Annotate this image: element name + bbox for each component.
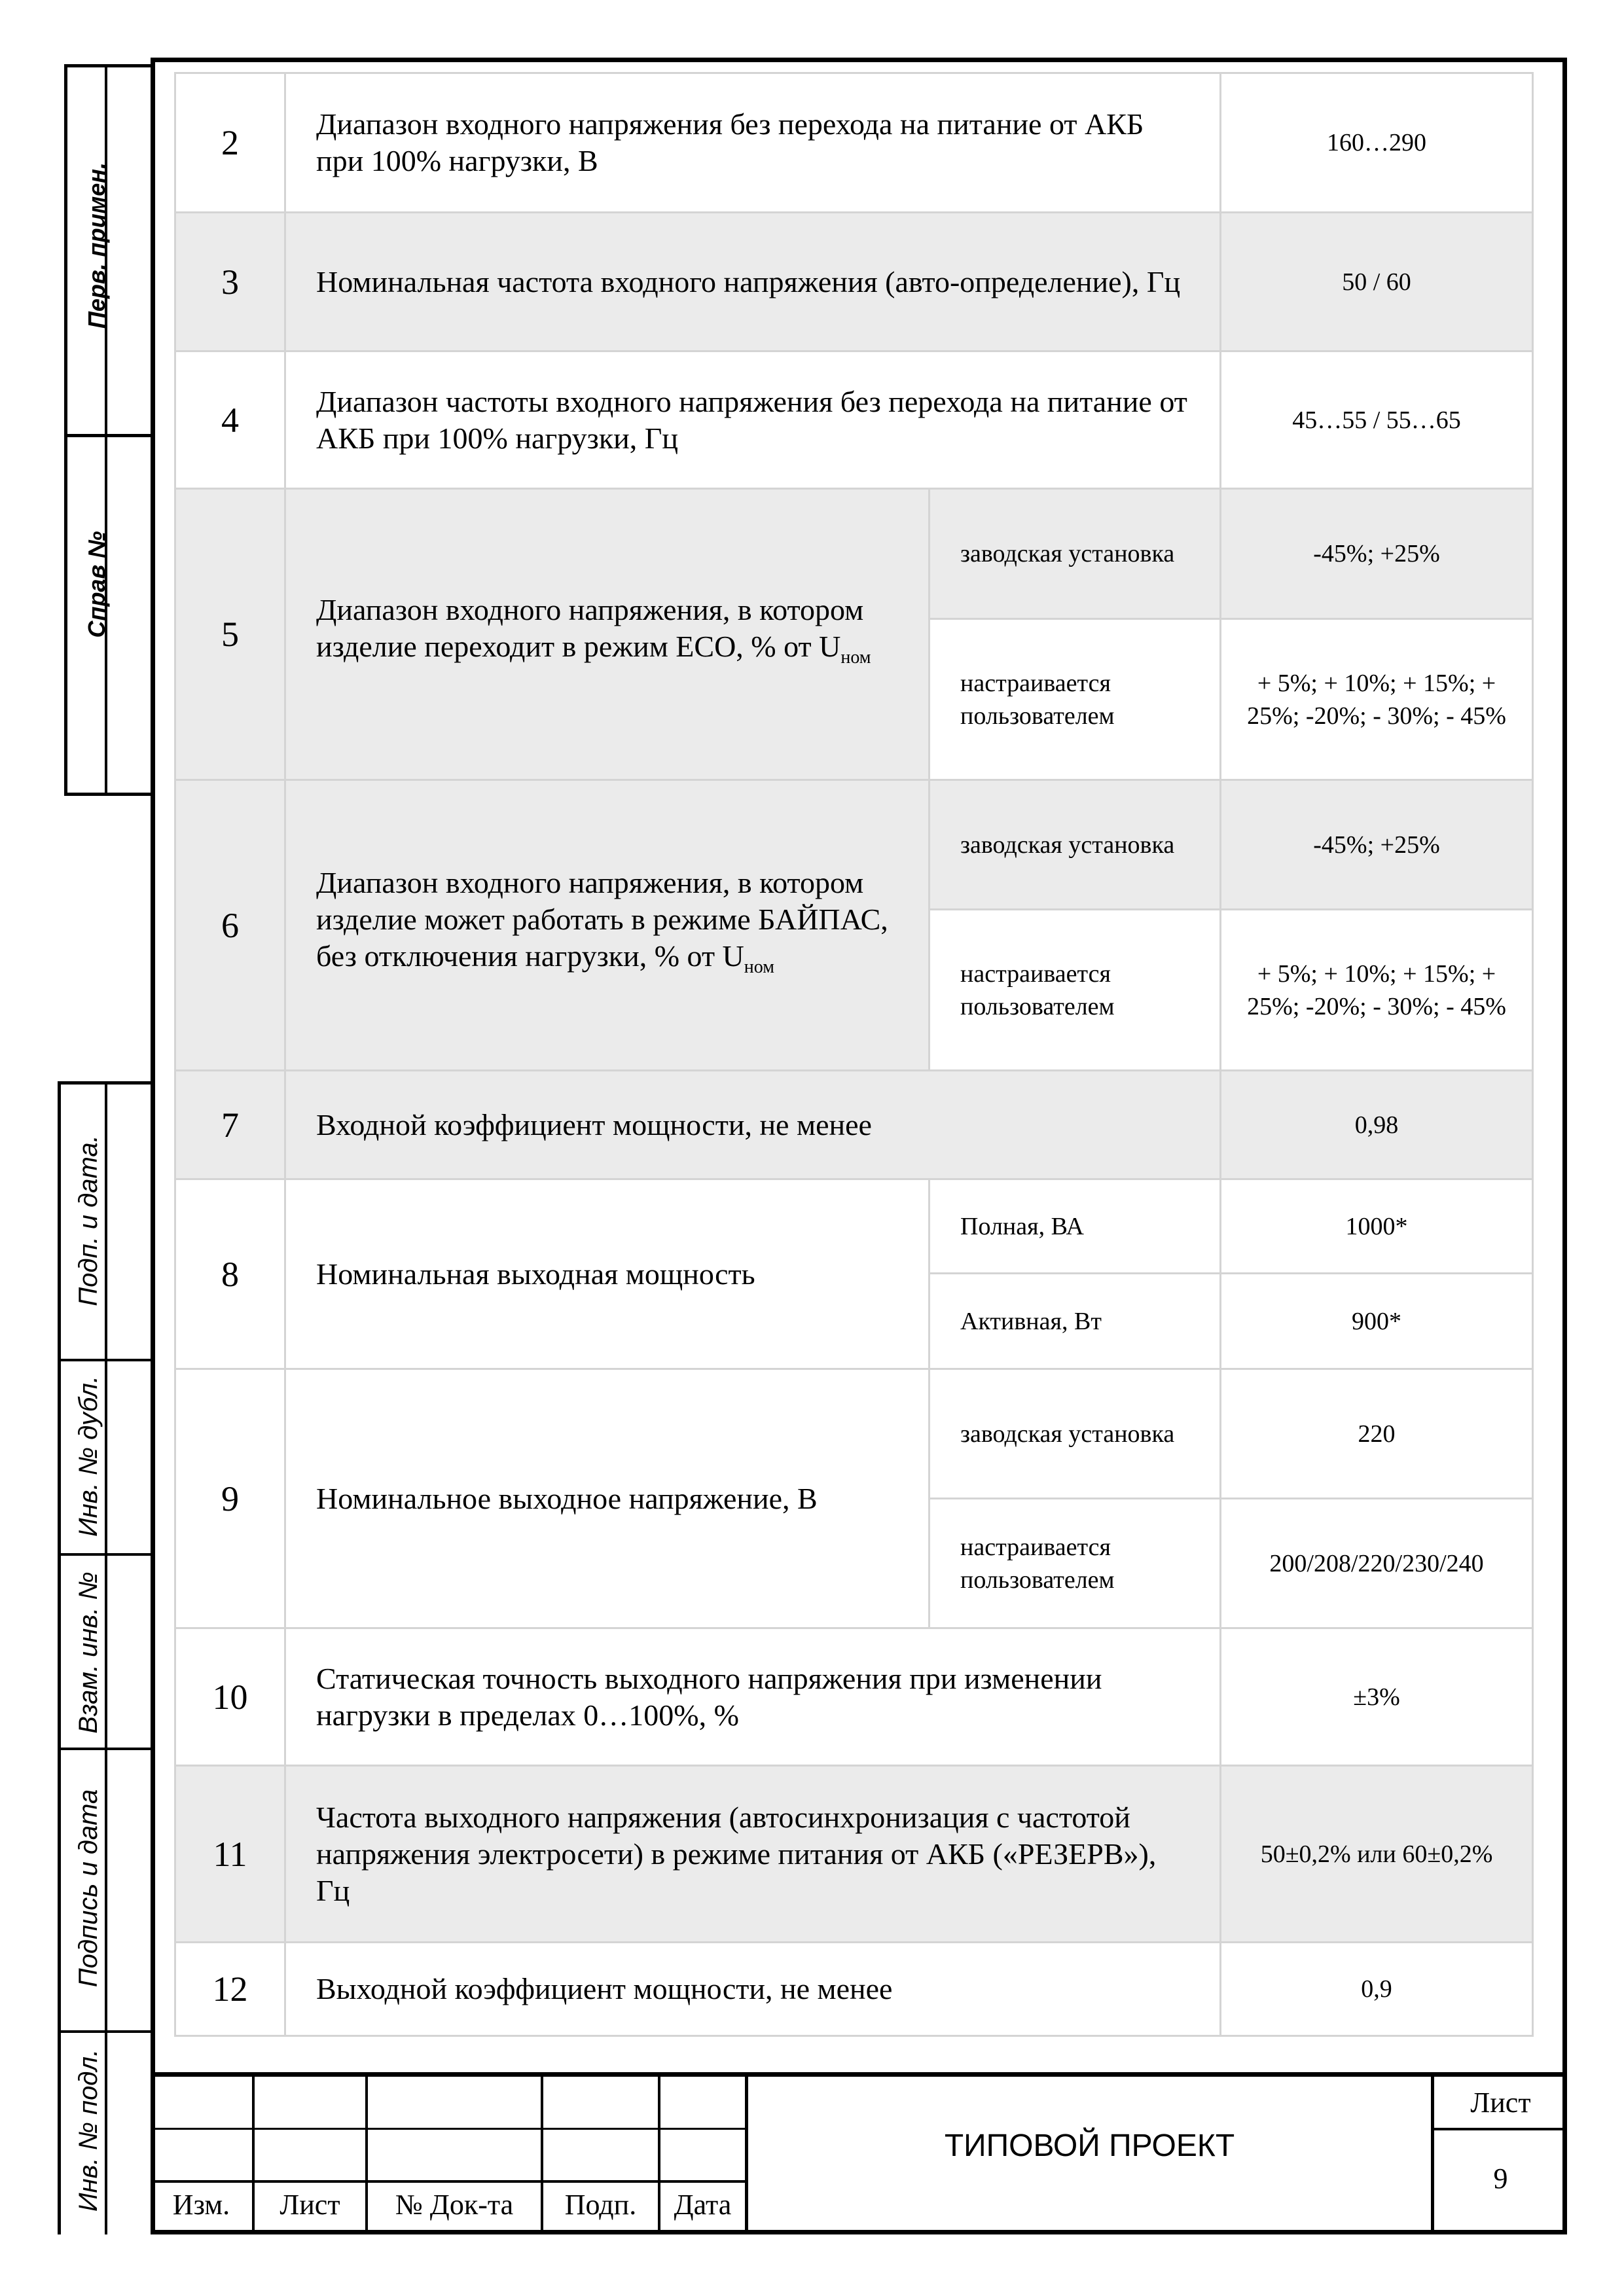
row-sub-label: настраивается пользователем <box>929 619 1221 780</box>
row-value: 50±0,2% или 60±0,2% <box>1221 1766 1533 1943</box>
row-sub-label: заводская установка <box>929 1369 1221 1499</box>
row-description-text: Диапазон входного напряжения, в котором изделие может работать в режиме БАЙПАС, без отключения нагрузки, % от U <box>316 865 888 973</box>
row-number: 8 <box>175 1179 285 1369</box>
row-value: ±3% <box>1221 1628 1533 1766</box>
row-description: Диапазон входного напряжения без перехода на питание от АКБ при 100% нагрузки, В <box>285 73 1221 213</box>
sheet-number: 9 <box>1493 2162 1508 2195</box>
row-number: 9 <box>175 1369 285 1628</box>
row-description <box>285 780 929 1071</box>
row-number: 10 <box>175 1628 285 1766</box>
label-sprav-no: Справ № <box>83 531 110 638</box>
label-podp-data: Подп. и дата. <box>74 1135 103 1306</box>
table-row <box>175 351 1533 489</box>
row-number: 11 <box>175 1766 285 1943</box>
row-sub-value: -45%; +25% <box>1221 780 1533 910</box>
row-number: 3 <box>175 213 285 351</box>
row-description-text: Диапазон входного напряжения, в котором изделие переходит в режим ECO, % от U <box>316 593 864 664</box>
row-number: 5 <box>175 489 285 780</box>
table-row <box>175 73 1533 213</box>
label-inv-podl: Инв. № подл. <box>74 2049 103 2212</box>
row-description: Входной коэффициент мощности, не менее <box>285 1071 1221 1179</box>
table-row <box>175 1628 1533 1766</box>
label-vzam-inv: Взам. инв. № <box>74 1571 103 1734</box>
row-sub-value: 1000* <box>1221 1179 1533 1274</box>
table-row <box>175 780 1533 910</box>
margin-stamp-upper-divider-h <box>64 434 153 437</box>
row-sub-value: + 5%; + 10%; + 15%; + 25%; -20%; - 30%; - 45% <box>1221 619 1533 780</box>
row-description: Статическая точность выходного напряжения при изменении нагрузки в пределах 0…100%, % <box>285 1628 1221 1766</box>
row-description: Выходной коэффициент мощности, не менее <box>285 1943 1221 2036</box>
row-sub-value: -45%; +25% <box>1221 489 1533 619</box>
tb-col-dok: № Док-та <box>395 2189 514 2221</box>
row-sub-label: Полная, ВА <box>929 1179 1221 1274</box>
row-sub-value: + 5%; + 10%; + 15%; + 25%; -20%; - 30%; - 45% <box>1221 910 1533 1071</box>
row-value: 0,9 <box>1221 1943 1533 2036</box>
row-sub-value: 220 <box>1221 1369 1533 1499</box>
title-block <box>151 2072 1567 2234</box>
tb-col-list: Лист <box>280 2189 340 2221</box>
row-number: 4 <box>175 351 285 489</box>
label-inv-dubl: Инв. № дубл. <box>74 1376 103 1537</box>
row-value: 50 / 60 <box>1221 213 1533 351</box>
tb-h2 <box>151 2180 746 2183</box>
row-sub-label: заводская установка <box>929 489 1221 619</box>
sheet-label: Лист <box>1470 2087 1531 2119</box>
row-description: Частота выходного напряжения (автосинхронизация с частотой напряжения электросети) в режиме питания от АКБ («РЕЗЕРВ»), Гц <box>285 1766 1221 1943</box>
row-description: Диапазон частоты входного напряжения без перехода на питание от АКБ при 100% нагрузки, Гц <box>285 351 1221 489</box>
row-number: 6 <box>175 780 285 1071</box>
row-description: Номинальное выходное напряжение, В <box>285 1369 929 1628</box>
table-row <box>175 1766 1533 1943</box>
table-row <box>175 489 1533 619</box>
label-perv-primen: Перв. примен. <box>83 162 110 329</box>
label-podpis-data: Подпись и дата <box>74 1789 103 1988</box>
table-row <box>175 1179 1533 1274</box>
table-row <box>175 1943 1533 2036</box>
subscript-nom: ном <box>840 647 871 668</box>
row-number: 12 <box>175 1943 285 2036</box>
row-value: 160…290 <box>1221 73 1533 213</box>
table-row <box>175 1071 1533 1179</box>
row-sub-value: 900* <box>1221 1274 1533 1369</box>
subscript-nom: ном <box>744 957 774 978</box>
row-value: 0,98 <box>1221 1071 1533 1179</box>
row-description: Номинальная частота входного напряжения (авто-определение), Гц <box>285 213 1221 351</box>
row-number: 2 <box>175 73 285 213</box>
row-sub-value: 200/208/220/230/240 <box>1221 1499 1533 1628</box>
margin-stamp-lower-divider-v <box>105 1081 107 2234</box>
row-number: 7 <box>175 1071 285 1179</box>
row-description: Номинальная выходная мощность <box>285 1179 929 1369</box>
row-description <box>285 489 929 780</box>
tb-sheet-divider <box>1432 2128 1567 2130</box>
tb-col-podp: Подп. <box>564 2189 637 2221</box>
tb-col-data: Дата <box>674 2189 732 2221</box>
row-sub-label: настраивается пользователем <box>929 1499 1221 1628</box>
document-title: ТИПОВОЙ ПРОЕКТ <box>944 2128 1235 2163</box>
row-sub-label: Активная, Вт <box>929 1274 1221 1369</box>
table-row <box>175 1369 1533 1499</box>
row-sub-label: настраивается пользователем <box>929 910 1221 1071</box>
table-row <box>175 213 1533 351</box>
row-sub-label: заводская установка <box>929 780 1221 910</box>
row-value: 45…55 / 55…65 <box>1221 351 1533 489</box>
tb-h1 <box>151 2128 746 2130</box>
tb-col-izm: Изм. <box>172 2189 230 2221</box>
spec-table <box>174 72 1534 2037</box>
